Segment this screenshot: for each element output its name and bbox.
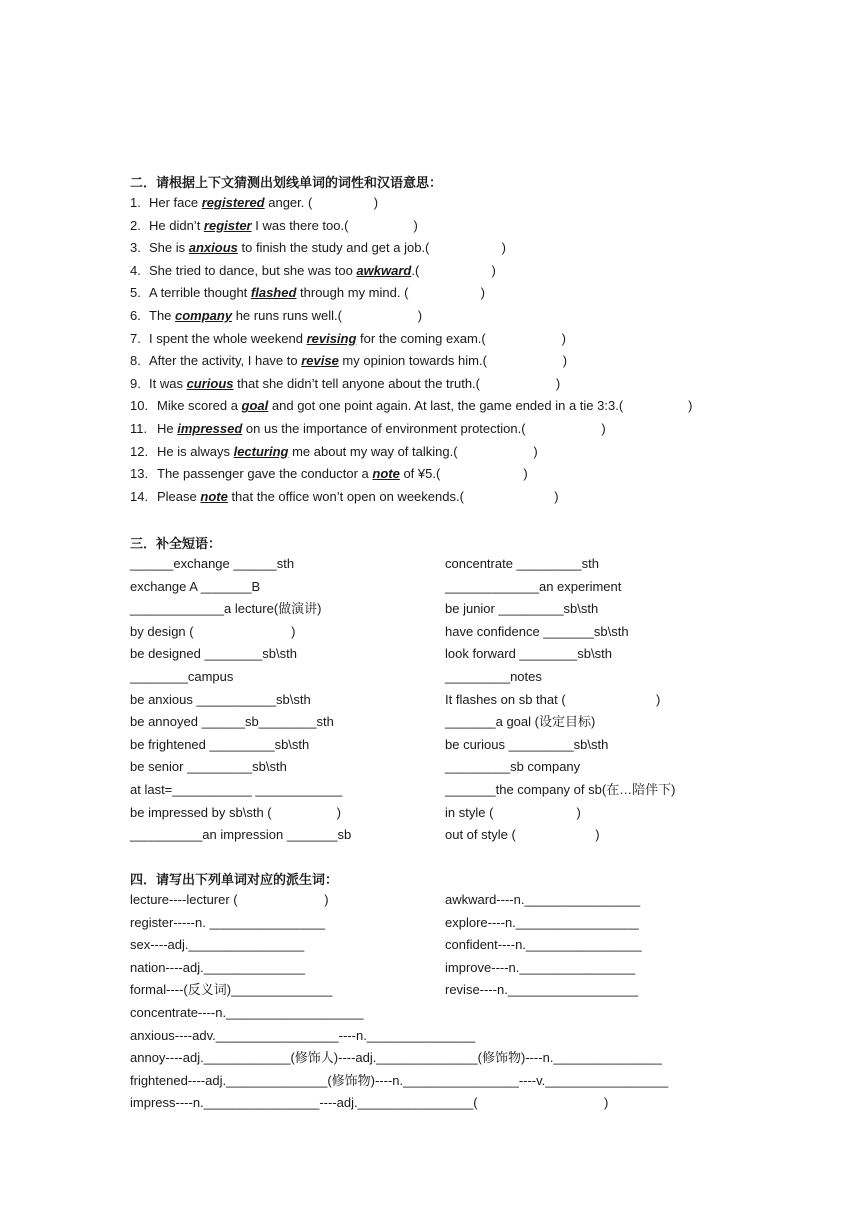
derivative-right: explore----n._________________ <box>445 914 639 930</box>
derivative-full-line: annoy----adj.____________(修饰人)----adj.______________(修饰物)----n._______________ <box>130 1050 662 1066</box>
question-text-after: and got one point again. At last, the game ended in a tie 3:3.( ) <box>268 398 693 414</box>
underlined-keyword: registered <box>201 195 265 210</box>
derivative-left: formal----(反义词)______________ <box>130 982 333 998</box>
derivative-left: sex----adj.________________ <box>130 937 305 953</box>
question-item <box>130 263 496 279</box>
question-number: 7. <box>130 330 141 346</box>
underlined-keyword: note <box>200 488 228 504</box>
underlined-keyword: register <box>203 217 252 233</box>
phrase-right: _____________an experiment <box>445 578 622 594</box>
phrase-left: exchange A _______B <box>130 578 261 594</box>
question-item <box>130 285 485 301</box>
phrase-right: be junior _________sb\sth <box>445 601 599 617</box>
question-text-after: my opinion towards him.( ) <box>338 353 568 369</box>
phrase-right: have confidence _______sb\sth <box>445 623 629 639</box>
phrase-right: It flashes on sb that ( ) <box>445 691 661 707</box>
question-item <box>130 489 559 505</box>
question-text-before: He didn’t <box>149 217 204 233</box>
question-text-before: The passenger gave the conductor a <box>157 466 373 482</box>
underlined-keyword: revising <box>306 330 357 346</box>
question-item <box>130 308 422 324</box>
derivative-left: lecture----lecturer ( ) <box>130 892 329 907</box>
question-number: 11. <box>130 421 148 436</box>
derivative-full-line: anxious----adv._________________----n._______________ <box>130 1027 476 1043</box>
phrase-right: be curious _________sb\sth <box>445 736 609 752</box>
question-item <box>130 421 606 437</box>
question-text-before: She tried to dance, but she was too <box>149 262 357 278</box>
derivative-right: improve----n.________________ <box>445 959 636 975</box>
question-text-after: on us the importance of environment protection.( ) <box>242 421 606 436</box>
question-text-after: of ¥5.( ) <box>399 466 528 482</box>
derivative-full-line: concentrate----n.___________________ <box>130 1005 364 1020</box>
section4-heading: 四．请写出下列单词对应的派生词： <box>130 873 339 888</box>
derivative-right: revise----n.__________________ <box>445 982 638 998</box>
question-item <box>130 218 418 234</box>
question-text-before: After the activity, I have to <box>149 353 302 369</box>
underlined-keyword: company <box>175 308 233 323</box>
question-text-before: Mike scored a <box>157 398 242 414</box>
question-item <box>130 398 693 414</box>
question-item <box>130 331 566 347</box>
phrase-right: _______the company of sb(在…陪伴下) <box>445 782 676 797</box>
derivative-left: register-----n. ________________ <box>130 914 326 930</box>
question-item <box>130 240 506 256</box>
question-item <box>130 376 560 392</box>
section2-heading: 二．请根据上下文猜测出划线单词的词性和汉语意思： <box>130 176 443 191</box>
question-number: 2. <box>130 217 141 233</box>
question-number: 14. <box>130 488 149 504</box>
question-text-before: She is <box>149 240 189 256</box>
question-number: 5. <box>130 285 141 301</box>
phrase-left: _____________a lecture(做演讲) <box>130 601 322 617</box>
question-text-after: he runs runs well.( ) <box>232 308 423 323</box>
question-item <box>130 466 528 482</box>
phrase-left: ______exchange ______sth <box>130 556 295 571</box>
derivative-right: awkward----n.________________ <box>445 892 641 907</box>
question-text-before: The <box>149 308 176 323</box>
derivative-right: confident----n.________________ <box>445 937 642 953</box>
phrase-left: be frightened _________sb\sth <box>130 736 310 752</box>
question-number: 12. <box>130 443 149 459</box>
phrase-right: concentrate _________sth <box>445 556 599 571</box>
phrase-left: be designed ________sb\sth <box>130 646 297 662</box>
phrase-right: in style ( ) <box>445 804 581 820</box>
phrase-left: __________an impression _______sb <box>130 827 352 843</box>
question-text-before: I spent the whole weekend <box>149 330 307 346</box>
question-text-before: It was <box>149 375 187 391</box>
phrase-left: be impressed by sb\sth ( ) <box>130 804 341 820</box>
question-text-after: to finish the study and get a job.( ) <box>237 240 506 256</box>
question-text-before: Her face <box>149 195 202 210</box>
derivative-left: nation----adj.______________ <box>130 959 305 975</box>
phrase-left: be anxious ___________sb\sth <box>130 691 311 707</box>
derivative-full-line: frightened----adj.______________(修饰物)----n.________________----v._________________ <box>130 1072 669 1088</box>
underlined-keyword: revise <box>301 353 339 369</box>
underlined-keyword: flashed <box>250 285 297 301</box>
question-text-before: He is always <box>157 443 234 459</box>
question-text-after: for the coming exam.( ) <box>356 330 566 346</box>
phrase-right: look forward ________sb\sth <box>445 646 612 662</box>
question-item <box>130 353 567 369</box>
question-number: 6. <box>130 308 141 323</box>
phrase-left: at last=___________ ____________ <box>130 782 343 797</box>
question-text-before: A terrible thought <box>149 285 251 301</box>
question-item <box>130 444 538 460</box>
phrase-right: _________sb company <box>445 759 581 775</box>
question-text-after: through my mind. ( ) <box>296 285 485 301</box>
underlined-keyword: lecturing <box>233 443 289 459</box>
question-number: 3. <box>130 240 141 256</box>
question-number: 9. <box>130 375 141 391</box>
underlined-keyword: note <box>372 466 400 482</box>
phrase-right: _______a goal (设定目标) <box>445 714 596 730</box>
question-text-after: .( ) <box>411 262 496 278</box>
underlined-keyword: anxious <box>188 240 238 256</box>
question-item <box>130 195 378 211</box>
question-text-after: that she didn’t tell anyone about the truth.( ) <box>233 375 561 391</box>
question-text-after: I was there too.( ) <box>251 217 418 233</box>
derivative-full-line: impress----n.________________----adj.________________( ) <box>130 1095 609 1111</box>
underlined-keyword: curious <box>186 375 234 391</box>
question-number: 10. <box>130 398 149 414</box>
phrase-left: ________campus <box>130 669 234 684</box>
question-text-after: that the office won’t open on weekends.( ) <box>227 488 559 504</box>
phrase-right: out of style ( ) <box>445 827 600 843</box>
question-text-before: He <box>157 421 178 436</box>
section3-heading: 三．补全短语： <box>130 537 222 552</box>
question-text-after: me about my way of talking.( ) <box>288 443 538 459</box>
phrase-right: _________notes <box>445 669 542 684</box>
question-number: 4. <box>130 262 141 278</box>
underlined-keyword: awkward <box>356 262 412 278</box>
question-number: 8. <box>130 353 141 369</box>
underlined-keyword: goal <box>241 398 269 414</box>
question-number: 13. <box>130 466 149 482</box>
underlined-keyword: impressed <box>177 421 243 436</box>
question-text-after: anger. ( ) <box>264 195 379 210</box>
question-text-before: Please <box>157 488 201 504</box>
phrase-left: be senior _________sb\sth <box>130 759 287 775</box>
phrase-left: by design ( ) <box>130 623 296 639</box>
question-number: 1. <box>130 195 141 210</box>
phrase-left: be annoyed ______sb________sth <box>130 714 334 730</box>
